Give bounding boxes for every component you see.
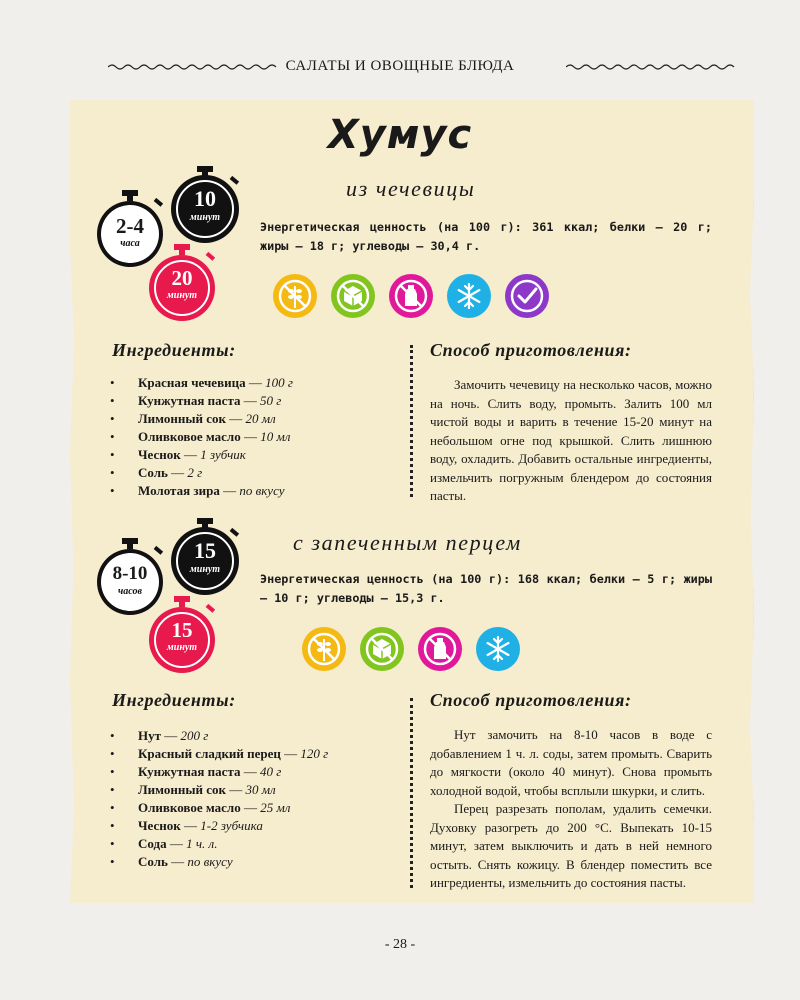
recipe-2-ingredients-list — [110, 727, 328, 871]
cook-time-value: 20 — [171, 266, 193, 290]
cook-time-value: 15 — [171, 618, 193, 642]
recipe-2-ingredients-heading: Ингредиенты: — [112, 690, 236, 710]
recipe-1-subtitle: из чечевицы — [346, 176, 476, 201]
sugar-cube-crossed-icon — [331, 274, 375, 318]
list-item: • Лимонный сок — 30 мл — [110, 781, 328, 799]
list-item: • Кунжутная паста — 40 г — [110, 763, 328, 781]
recipe-2-nutrition: Энергетическая ценность (на 100 г): 168 ккал; белки — 5 г; жиры — 10 г; углеводы — 15,3 г. — [260, 572, 712, 605]
recipe-1-ingredients-heading: Ингредиенты: — [112, 340, 236, 360]
prep-time-unit: минут — [189, 212, 221, 223]
list-item: • Оливковое масло — 10 мл — [110, 428, 293, 446]
recipe-2-method — [430, 726, 712, 893]
prep-time-value: 15 — [194, 538, 216, 563]
recipe-2-subtitle: с запеченным перцем — [293, 530, 522, 555]
method-paragraph: Замочить чечевицу на несколько часов, можно на ночь. Слить воду, промыть. Залить 100 мл чистой воды и варить в течение 15-20 минут на небольшом огне под крышкой. Слить лишнюю воду, охладить. Добавить остальные ингредиенты, измельчить погружным блендером до состояния пасты. — [430, 377, 712, 503]
recipe-1-nutrition: Энергетическая ценность (на 100 г): 361 ккал; белки — 20 г; жиры — 18 г; углеводы — 30,4 г. — [260, 220, 712, 253]
list-item: • Соль — по вкусу — [110, 853, 328, 871]
recipe-title: Хумус — [327, 112, 473, 158]
column-divider — [410, 698, 413, 888]
cook-time-unit: минут — [166, 290, 198, 301]
list-item: • Молотая зира — по вкусу — [110, 482, 293, 500]
prep-timer — [166, 518, 244, 596]
list-item: • Красный сладкий перец — 120 г — [110, 745, 328, 763]
list-item: • Красная чечевица — 100 г — [110, 374, 293, 392]
section-title: САЛАТЫ И ОВОЩНЫЕ БЛЮДА — [285, 58, 515, 74]
header-ornament-right-icon — [566, 62, 736, 72]
list-item: • Чеснок — 1 зубчик — [110, 446, 293, 464]
soak-time-unit: часа — [120, 238, 140, 249]
method-paragraph: Нут замочить на 8-10 часов в воде с добавлением 1 ч. л. соды, затем промыть. Сварить до мягкости (около 40 минут). Снова промыть холодной водой, чтобы всплыли шкурки, и слить. — [430, 727, 712, 798]
milk-bottle-crossed-icon — [389, 274, 433, 318]
prep-time-value: 10 — [194, 186, 216, 211]
list-item: • Нут — 200 г — [110, 727, 328, 745]
soak-time-unit: часов — [118, 586, 142, 597]
recipe-1-method-heading: Способ приготовления: — [430, 340, 632, 360]
cook-time-unit: минут — [166, 642, 198, 653]
method-paragraph: Перец разрезать пополам, удалить семечки. Духовку разогреть до 200 °С. Выпекать 10-15 минут, затем выключить и дать в ней немного остыть. Снять кожицу. В блендер поместить все ингредиенты, измельчить до состояния пасты. — [430, 801, 712, 890]
recipe-2-method-heading: Способ приготовления: — [430, 690, 632, 710]
list-item: • Лимонный сок — 20 мл — [110, 410, 293, 428]
snowflake-icon — [447, 274, 491, 318]
list-item: • Чеснок — 1-2 зубчика — [110, 817, 328, 835]
column-divider — [410, 345, 413, 497]
checkmark-badge-icon — [505, 274, 549, 318]
soak-time-value: 2-4 — [116, 214, 144, 238]
snowflake-icon — [476, 627, 520, 671]
page-header — [0, 56, 800, 78]
wheat-crossed-icon — [273, 274, 317, 318]
cook-timer — [146, 596, 218, 676]
recipe-1-ingredients-list — [110, 374, 293, 500]
wheat-crossed-icon — [302, 627, 346, 671]
sugar-cube-crossed-icon — [360, 627, 404, 671]
list-item: • Соль — 2 г — [110, 464, 293, 482]
cook-timer — [146, 244, 218, 324]
list-item: • Сода — 1 ч. л. — [110, 835, 328, 853]
soak-time-value: 8-10 — [112, 563, 148, 584]
list-item: • Оливковое масло — 25 мл — [110, 799, 328, 817]
list-item: • Кунжутная паста — 50 г — [110, 392, 293, 410]
milk-bottle-crossed-icon — [418, 627, 462, 671]
prep-timer — [166, 166, 244, 244]
prep-time-unit: минут — [189, 564, 221, 575]
recipe-1-method — [430, 376, 712, 506]
page-number: - 28 - — [384, 937, 416, 952]
